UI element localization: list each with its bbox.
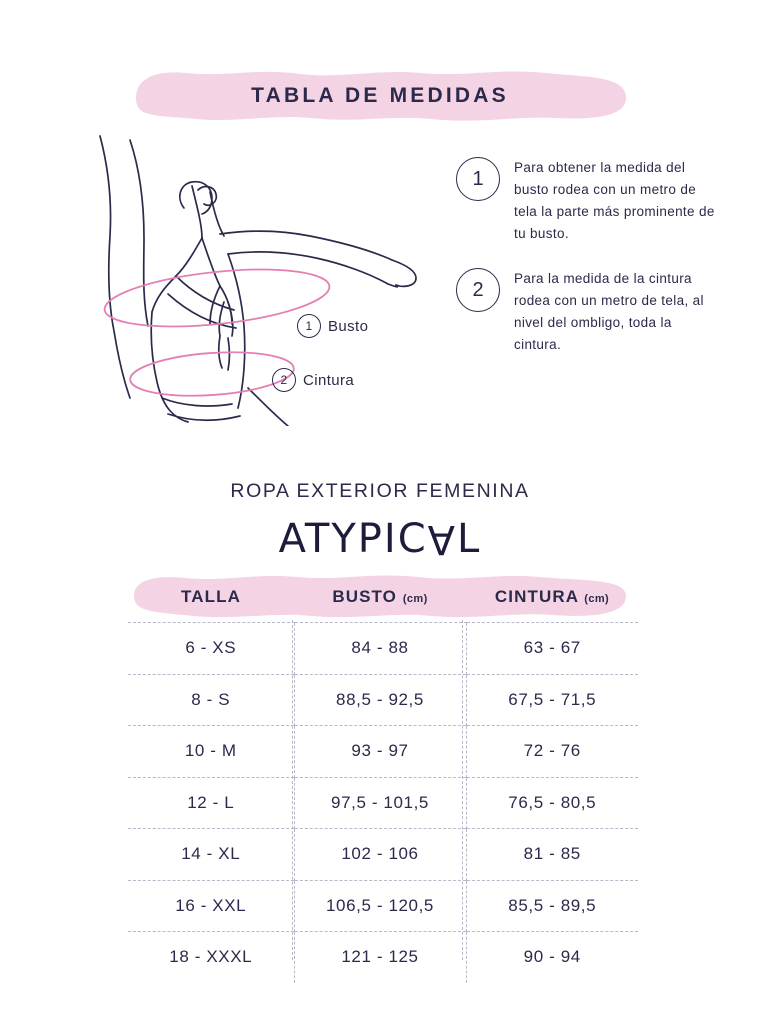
instruction-text-2: Para la medida de la cintura rodea con un metro de tela, al nivel del ombligo, toda la cintura.: [514, 271, 704, 353]
instruction-item-2: [456, 266, 716, 355]
cell-waist: 90 - 94: [466, 932, 638, 983]
bust-label-text: Busto: [328, 317, 369, 335]
instruction-item-1: [456, 155, 716, 244]
column-header-bust-unit: (cm): [402, 593, 428, 605]
bust-number-badge: 1: [297, 314, 321, 338]
brand-subtitle: ROPA EXTERIOR FEMENINA: [230, 480, 530, 502]
cell-bust: 121 - 125: [294, 932, 466, 983]
body-measurement-illustration: [52, 126, 452, 426]
waist-label-group: [272, 368, 354, 392]
cell-size: 8 - S: [128, 674, 294, 726]
cell-size: 16 - XXL: [128, 880, 294, 932]
cell-waist: 85,5 - 89,5: [466, 880, 638, 932]
waist-number-badge: 2: [272, 368, 296, 392]
cell-waist: 67,5 - 71,5: [466, 674, 638, 726]
brand-name-flipped-a: A: [427, 516, 458, 562]
column-header-waist: [466, 572, 638, 623]
column-header-size: TALLA: [181, 587, 241, 606]
size-table-head: [128, 572, 638, 623]
cell-bust: 84 - 88: [294, 623, 466, 675]
table-row: [128, 880, 638, 932]
column-header-bust: [294, 572, 466, 623]
size-table-wrapper: [128, 572, 632, 983]
header-banner: [126, 68, 634, 124]
column-header-bust-text: BUSTO: [332, 587, 398, 606]
table-row: [128, 829, 638, 881]
instruction-number-badge-2: 2: [456, 268, 500, 312]
cell-bust: 93 - 97: [294, 726, 466, 778]
cell-size: 10 - M: [128, 726, 294, 778]
column-header-waist-text: CINTURA: [494, 587, 579, 606]
page-title: TABLA DE MEDIDAS: [251, 84, 509, 107]
cell-size: 18 - XXXL: [128, 932, 294, 983]
cell-bust: 97,5 - 101,5: [294, 777, 466, 829]
brand-name-part2: L: [457, 516, 482, 562]
cell-bust: 88,5 - 92,5: [294, 674, 466, 726]
table-row: [128, 726, 638, 778]
bust-label-group: [297, 314, 368, 338]
cell-size: 12 - L: [128, 777, 294, 829]
table-row: [128, 777, 638, 829]
table-row: [128, 932, 638, 983]
cell-waist: 72 - 76: [466, 726, 638, 778]
instruction-number-badge-1: 1: [456, 157, 500, 201]
column-header-waist-unit: (cm): [584, 593, 610, 605]
instruction-text-1: Para obtener la medida del busto rodea con un metro de tela la parte más prominente de tu busto.: [514, 160, 715, 241]
instructions-list: [456, 155, 716, 378]
table-row: [128, 623, 638, 675]
cell-waist: 81 - 85: [466, 829, 638, 881]
size-table-body: [128, 623, 638, 983]
table-header-row: [128, 572, 638, 623]
size-table: [128, 572, 638, 983]
cell-waist: 63 - 67: [466, 623, 638, 675]
waist-label-text: Cintura: [303, 371, 355, 389]
cell-bust: 106,5 - 120,5: [294, 880, 466, 932]
cell-size: 6 - XS: [128, 623, 294, 675]
brand-name-part1: ATYPIC: [278, 516, 428, 562]
brand-name: [0, 516, 760, 562]
cell-bust: 102 - 106: [294, 829, 466, 881]
waist-measure-loop: [129, 347, 296, 400]
cell-waist: 76,5 - 80,5: [466, 777, 638, 829]
cell-size: 14 - XL: [128, 829, 294, 881]
table-row: [128, 674, 638, 726]
